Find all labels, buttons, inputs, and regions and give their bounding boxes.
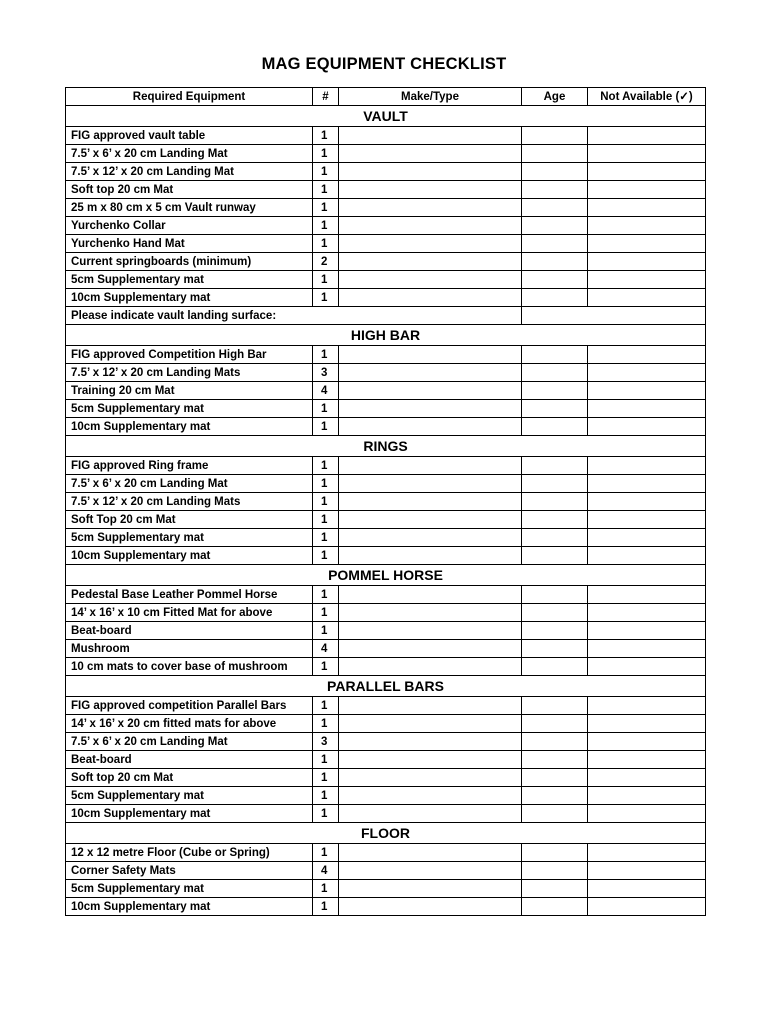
table-row — [66, 640, 706, 658]
make-type-cell[interactable] — [339, 586, 522, 604]
equipment-name: 5cm Supplementary mat — [66, 880, 313, 898]
section-header-row — [66, 436, 706, 457]
equipment-count: 1 — [313, 529, 339, 547]
equipment-count: 1 — [313, 805, 339, 823]
age-cell[interactable] — [522, 640, 588, 658]
equipment-count: 1 — [313, 475, 339, 493]
equipment-name: 5cm Supplementary mat — [66, 787, 313, 805]
not-available-cell[interactable] — [588, 418, 706, 436]
table-row — [66, 697, 706, 715]
equipment-name: 10cm Supplementary mat — [66, 805, 313, 823]
equipment-count: 3 — [313, 364, 339, 382]
equipment-name: FIG approved Competition High Bar — [66, 346, 313, 364]
equipment-count: 4 — [313, 640, 339, 658]
make-type-cell[interactable] — [339, 127, 522, 145]
equipment-count: 1 — [313, 493, 339, 511]
make-type-cell[interactable] — [339, 604, 522, 622]
not-available-cell[interactable] — [588, 217, 706, 235]
table-row — [66, 715, 706, 733]
table-row — [66, 733, 706, 751]
not-available-cell[interactable] — [588, 733, 706, 751]
table-row — [66, 235, 706, 253]
age-cell[interactable] — [522, 145, 588, 163]
not-available-cell[interactable] — [588, 880, 706, 898]
equipment-name: 7.5’ x 6’ x 20 cm Landing Mat — [66, 733, 313, 751]
equipment-name: Mushroom — [66, 640, 313, 658]
not-available-cell[interactable] — [588, 127, 706, 145]
age-cell[interactable] — [522, 697, 588, 715]
equipment-name: Current springboards (minimum) — [66, 253, 313, 271]
not-available-cell[interactable] — [588, 586, 706, 604]
equipment-count: 1 — [313, 898, 339, 916]
equipment-count: 1 — [313, 181, 339, 199]
not-available-cell[interactable] — [588, 457, 706, 475]
table-row — [66, 217, 706, 235]
make-type-cell[interactable] — [339, 364, 522, 382]
make-type-cell[interactable] — [339, 547, 522, 565]
equipment-name: 5cm Supplementary mat — [66, 529, 313, 547]
section-header-row — [66, 676, 706, 697]
make-type-cell[interactable] — [339, 217, 522, 235]
equipment-name: Yurchenko Collar — [66, 217, 313, 235]
table-row — [66, 844, 706, 862]
not-available-cell[interactable] — [588, 640, 706, 658]
table-row — [66, 547, 706, 565]
age-cell[interactable] — [522, 418, 588, 436]
equipment-name: 7.5’ x 6’ x 20 cm Landing Mat — [66, 475, 313, 493]
age-cell[interactable] — [522, 769, 588, 787]
equipment-name: Beat-board — [66, 622, 313, 640]
age-cell[interactable] — [522, 604, 588, 622]
equipment-count: 3 — [313, 733, 339, 751]
age-cell[interactable] — [522, 271, 588, 289]
table-row — [66, 475, 706, 493]
not-available-cell[interactable] — [588, 769, 706, 787]
not-available-cell[interactable] — [588, 346, 706, 364]
table-row — [66, 529, 706, 547]
age-cell[interactable] — [522, 751, 588, 769]
equipment-name: 7.5’ x 12’ x 20 cm Landing Mat — [66, 163, 313, 181]
equipment-count: 1 — [313, 400, 339, 418]
section-title: VAULT — [66, 106, 706, 127]
age-cell[interactable] — [522, 382, 588, 400]
age-cell[interactable] — [522, 586, 588, 604]
equipment-count: 1 — [313, 844, 339, 862]
equipment-table — [65, 87, 706, 916]
column-header-make-type: Make/Type — [339, 88, 522, 106]
not-available-cell[interactable] — [588, 271, 706, 289]
column-header-equipment: Required Equipment — [66, 88, 313, 106]
not-available-cell[interactable] — [588, 235, 706, 253]
not-available-cell[interactable] — [588, 400, 706, 418]
equipment-count: 1 — [313, 658, 339, 676]
make-type-cell[interactable] — [339, 751, 522, 769]
equipment-count: 1 — [313, 271, 339, 289]
equipment-count: 1 — [313, 751, 339, 769]
table-row — [66, 622, 706, 640]
age-cell[interactable] — [522, 622, 588, 640]
equipment-name: 14’ x 16’ x 20 cm fitted mats for above — [66, 715, 313, 733]
table-row — [66, 787, 706, 805]
not-available-cell[interactable] — [588, 382, 706, 400]
table-row — [66, 511, 706, 529]
equipment-name: FIG approved Ring frame — [66, 457, 313, 475]
make-type-cell[interactable] — [339, 289, 522, 307]
age-cell[interactable] — [522, 493, 588, 511]
not-available-cell[interactable] — [588, 253, 706, 271]
equipment-name: 25 m x 80 cm x 5 cm Vault runway — [66, 199, 313, 217]
equipment-count: 1 — [313, 199, 339, 217]
table-row — [66, 586, 706, 604]
make-type-cell[interactable] — [339, 145, 522, 163]
table-row — [66, 289, 706, 307]
equipment-name: 10cm Supplementary mat — [66, 289, 313, 307]
equipment-name: Soft top 20 cm Mat — [66, 181, 313, 199]
section-header-row — [66, 106, 706, 127]
section-title: FLOOR — [66, 823, 706, 844]
age-cell[interactable] — [522, 400, 588, 418]
equipment-count: 1 — [313, 346, 339, 364]
equipment-name: 12 x 12 metre Floor (Cube or Spring) — [66, 844, 313, 862]
not-available-cell[interactable] — [588, 475, 706, 493]
table-row — [66, 880, 706, 898]
equipment-name: Soft Top 20 cm Mat — [66, 511, 313, 529]
equipment-count: 1 — [313, 235, 339, 253]
table-row — [66, 271, 706, 289]
not-available-cell[interactable] — [588, 898, 706, 916]
make-type-cell[interactable] — [339, 880, 522, 898]
section-title: RINGS — [66, 436, 706, 457]
not-available-cell[interactable] — [588, 604, 706, 622]
column-header-count: # — [313, 88, 339, 106]
age-cell[interactable] — [522, 127, 588, 145]
make-type-cell[interactable] — [339, 529, 522, 547]
equipment-name: Yurchenko Hand Mat — [66, 235, 313, 253]
equipment-count: 1 — [313, 604, 339, 622]
equipment-name: 10 cm mats to cover base of mushroom — [66, 658, 313, 676]
table-row — [66, 346, 706, 364]
make-type-cell[interactable] — [339, 493, 522, 511]
age-cell[interactable] — [522, 529, 588, 547]
equipment-count: 1 — [313, 511, 339, 529]
age-cell[interactable] — [522, 658, 588, 676]
equipment-name: FIG approved vault table — [66, 127, 313, 145]
not-available-cell[interactable] — [588, 658, 706, 676]
equipment-count: 1 — [313, 880, 339, 898]
equipment-count: 1 — [313, 163, 339, 181]
section-title: POMMEL HORSE — [66, 565, 706, 586]
table-row — [66, 181, 706, 199]
equipment-name: 10cm Supplementary mat — [66, 898, 313, 916]
age-cell[interactable] — [522, 289, 588, 307]
equipment-name: FIG approved competition Parallel Bars — [66, 697, 313, 715]
equipment-name: 10cm Supplementary mat — [66, 547, 313, 565]
table-row — [66, 199, 706, 217]
equipment-count: 1 — [313, 787, 339, 805]
make-type-cell[interactable] — [339, 622, 522, 640]
equipment-name: Beat-board — [66, 751, 313, 769]
age-cell[interactable] — [522, 733, 588, 751]
equipment-name: Pedestal Base Leather Pommel Horse — [66, 586, 313, 604]
equipment-count: 4 — [313, 382, 339, 400]
make-type-cell[interactable] — [339, 181, 522, 199]
not-available-cell[interactable] — [588, 145, 706, 163]
page-title: MAG EQUIPMENT CHECKLIST — [261, 55, 507, 73]
table-row — [66, 493, 706, 511]
make-type-cell[interactable] — [339, 511, 522, 529]
make-type-cell[interactable] — [339, 235, 522, 253]
equipment-name: Soft top 20 cm Mat — [66, 769, 313, 787]
age-cell[interactable] — [522, 364, 588, 382]
make-type-cell[interactable] — [339, 163, 522, 181]
equipment-count: 2 — [313, 253, 339, 271]
age-cell[interactable] — [522, 787, 588, 805]
make-type-cell[interactable] — [339, 382, 522, 400]
age-cell[interactable] — [522, 253, 588, 271]
table-row — [66, 253, 706, 271]
make-type-cell[interactable] — [339, 199, 522, 217]
age-cell[interactable] — [522, 235, 588, 253]
age-cell[interactable] — [522, 880, 588, 898]
equipment-count: 1 — [313, 127, 339, 145]
age-cell[interactable] — [522, 862, 588, 880]
make-type-cell[interactable] — [339, 733, 522, 751]
not-available-cell[interactable] — [588, 364, 706, 382]
age-cell[interactable] — [522, 181, 588, 199]
not-available-cell[interactable] — [588, 199, 706, 217]
table-row — [66, 805, 706, 823]
make-type-cell[interactable] — [339, 457, 522, 475]
age-cell[interactable] — [522, 844, 588, 862]
table-row — [66, 862, 706, 880]
vault-landing-surface-input[interactable] — [522, 307, 706, 325]
make-type-cell[interactable] — [339, 271, 522, 289]
equipment-name: 14’ x 16’ x 10 cm Fitted Mat for above — [66, 604, 313, 622]
make-type-cell[interactable] — [339, 898, 522, 916]
make-type-cell[interactable] — [339, 658, 522, 676]
age-cell[interactable] — [522, 475, 588, 493]
table-row — [66, 604, 706, 622]
equipment-count: 1 — [313, 697, 339, 715]
table-row — [66, 457, 706, 475]
make-type-cell[interactable] — [339, 844, 522, 862]
equipment-count: 1 — [313, 217, 339, 235]
make-type-cell[interactable] — [339, 862, 522, 880]
make-type-cell[interactable] — [339, 418, 522, 436]
equipment-name: 7.5’ x 12’ x 20 cm Landing Mats — [66, 364, 313, 382]
age-cell[interactable] — [522, 715, 588, 733]
equipment-name: Training 20 cm Mat — [66, 382, 313, 400]
table-row — [66, 382, 706, 400]
age-cell[interactable] — [522, 199, 588, 217]
table-body — [66, 106, 706, 916]
section-header-row — [66, 823, 706, 844]
equipment-name: Corner Safety Mats — [66, 862, 313, 880]
not-available-cell[interactable] — [588, 511, 706, 529]
not-available-cell[interactable] — [588, 715, 706, 733]
equipment-name: 7.5’ x 6’ x 20 cm Landing Mat — [66, 145, 313, 163]
not-available-cell[interactable] — [588, 697, 706, 715]
age-cell[interactable] — [522, 898, 588, 916]
equipment-count: 1 — [313, 769, 339, 787]
vault-landing-surface-row — [66, 307, 706, 325]
not-available-cell[interactable] — [588, 493, 706, 511]
age-cell[interactable] — [522, 547, 588, 565]
make-type-cell[interactable] — [339, 787, 522, 805]
table-row — [66, 127, 706, 145]
equipment-name: 5cm Supplementary mat — [66, 400, 313, 418]
column-header-not-available: Not Available (✓) — [588, 88, 706, 106]
section-header-row — [66, 565, 706, 586]
equipment-count: 4 — [313, 862, 339, 880]
table-row — [66, 418, 706, 436]
equipment-count: 1 — [313, 715, 339, 733]
table-row — [66, 751, 706, 769]
table-row — [66, 658, 706, 676]
age-cell[interactable] — [522, 217, 588, 235]
not-available-cell[interactable] — [588, 547, 706, 565]
not-available-cell[interactable] — [588, 805, 706, 823]
vault-landing-surface-label: Please indicate vault landing surface: — [66, 307, 522, 325]
equipment-count: 1 — [313, 418, 339, 436]
age-cell[interactable] — [522, 163, 588, 181]
table-row — [66, 898, 706, 916]
not-available-cell[interactable] — [588, 163, 706, 181]
not-available-cell[interactable] — [588, 844, 706, 862]
table-row — [66, 163, 706, 181]
age-cell[interactable] — [522, 805, 588, 823]
make-type-cell[interactable] — [339, 400, 522, 418]
age-cell[interactable] — [522, 511, 588, 529]
not-available-cell[interactable] — [588, 289, 706, 307]
equipment-count: 1 — [313, 145, 339, 163]
equipment-count: 1 — [313, 457, 339, 475]
table-row — [66, 769, 706, 787]
not-available-cell[interactable] — [588, 751, 706, 769]
equipment-name: 10cm Supplementary mat — [66, 418, 313, 436]
table-row — [66, 400, 706, 418]
header-row — [66, 88, 706, 106]
not-available-cell[interactable] — [588, 181, 706, 199]
equipment-name: 7.5’ x 12’ x 20 cm Landing Mats — [66, 493, 313, 511]
make-type-cell[interactable] — [339, 475, 522, 493]
not-available-cell[interactable] — [588, 787, 706, 805]
section-header-row — [66, 325, 706, 346]
make-type-cell[interactable] — [339, 769, 522, 787]
age-cell[interactable] — [522, 346, 588, 364]
equipment-count: 1 — [313, 289, 339, 307]
not-available-cell[interactable] — [588, 862, 706, 880]
section-title: PARALLEL BARS — [66, 676, 706, 697]
not-available-cell[interactable] — [588, 622, 706, 640]
equipment-count: 1 — [313, 586, 339, 604]
make-type-cell[interactable] — [339, 715, 522, 733]
make-type-cell[interactable] — [339, 640, 522, 658]
make-type-cell[interactable] — [339, 253, 522, 271]
table-row — [66, 364, 706, 382]
make-type-cell[interactable] — [339, 805, 522, 823]
equipment-name: 5cm Supplementary mat — [66, 271, 313, 289]
make-type-cell[interactable] — [339, 697, 522, 715]
column-header-age: Age — [522, 88, 588, 106]
section-title: HIGH BAR — [66, 325, 706, 346]
equipment-count: 1 — [313, 622, 339, 640]
table-row — [66, 145, 706, 163]
not-available-cell[interactable] — [588, 529, 706, 547]
equipment-count: 1 — [313, 547, 339, 565]
make-type-cell[interactable] — [339, 346, 522, 364]
age-cell[interactable] — [522, 457, 588, 475]
